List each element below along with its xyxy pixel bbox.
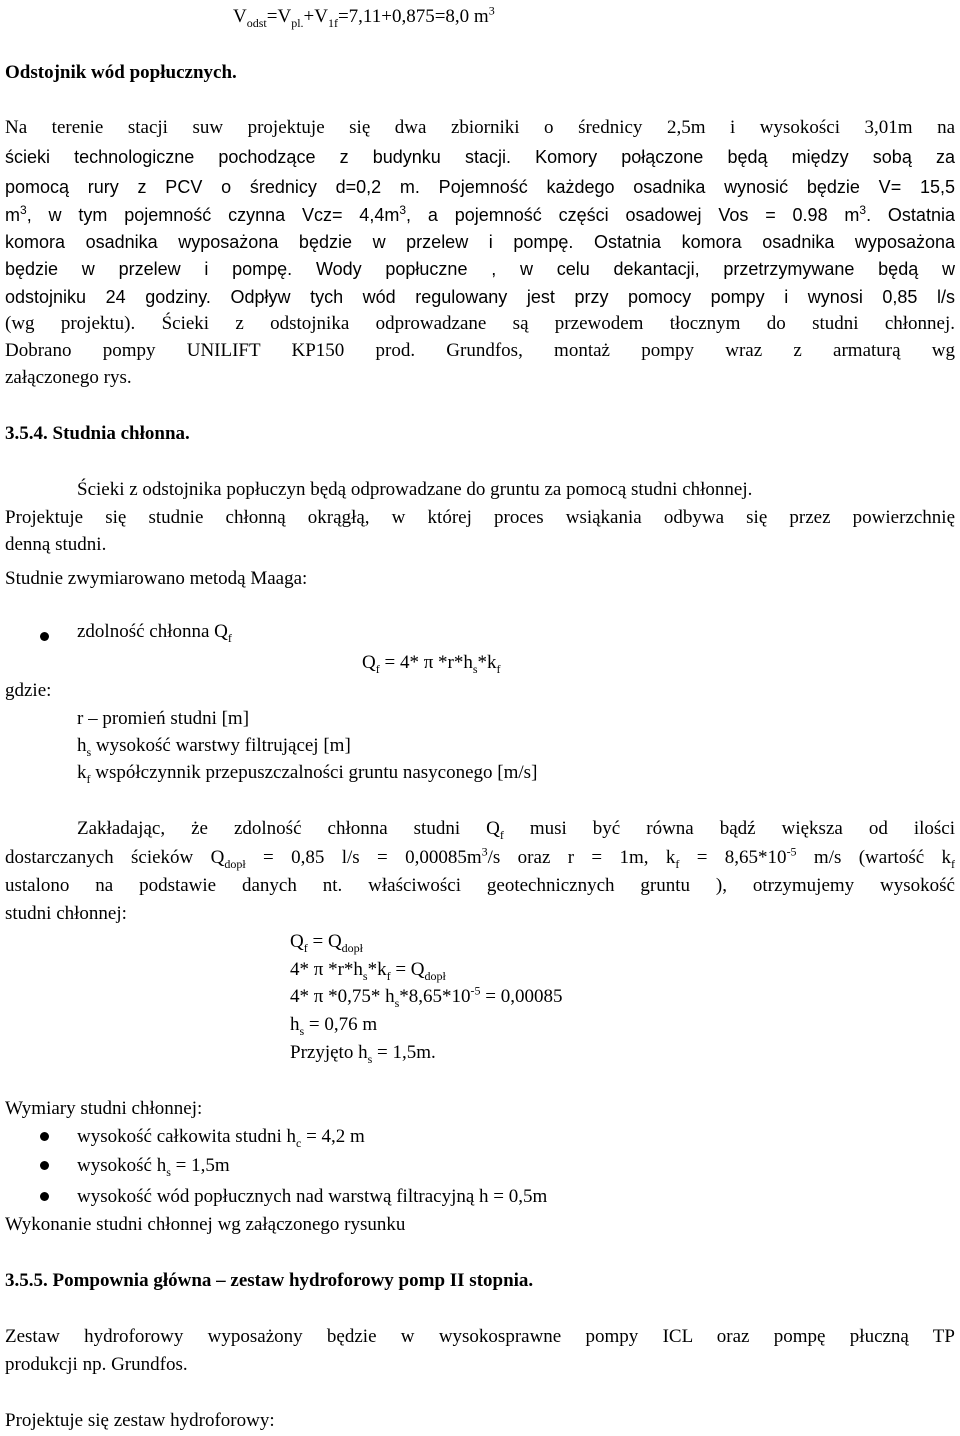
calc-line: $Q_f = Q_{dopł}$: [290, 931, 364, 955]
paragraph-line: dostarczanych ścieków $Q_{dopł} = 0,85$ $l/s = 0,00085m^3/s$ oraz r = 1m, $k_f = 8,65*10^{-5}$ m/s (wartość $k_f$: [5, 844, 955, 871]
paragraph-line: denną studni.: [5, 534, 107, 555]
gdzie-label: gdzie:: [5, 680, 52, 701]
paragraph-line: załączonego rys.: [5, 367, 132, 388]
calc-line: $h_s = 0,76$ m: [290, 1014, 378, 1038]
volume-formula: $V_{odst}=V_{pl.}+V_{1f}=7,11+0,875=8,0$ $m^3$: [233, 3, 495, 30]
paragraph-line: pomocą rury z PCV o średnicy d=0,2 m. Pojemność każdego osadnika wynosić będzie V= 15,5: [5, 177, 955, 197]
paragraph-line: Zestaw hydroforowy wyposażony będzie w wysokosprawne pompy ICL oraz pompę płuczną TP: [5, 1326, 955, 1347]
paragraph-line: Projektuje się studnie chłonną okrągłą, w której proces wsiąkania odbywa się przez powierzchnię: [5, 507, 955, 528]
paragraph-line: Projektuje się zestaw hydroforowy:: [5, 1410, 275, 1431]
paragraph-line: odstojniku 24 godziny. Odpływ tych wód regulowany jest przy pomocy pompy i wynosi 0,85 l/s: [5, 287, 955, 307]
paragraph-line: będzie w przelew i pompę. Wody popłuczne , w celu dekantacji, przetrzymywane będą w: [5, 259, 955, 279]
definition-kf: $k_f$ współczynnik przepuszczalności gruntu nasyconego [m/s]: [77, 762, 538, 786]
paragraph-line: ścieki technologiczne pochodzące z budynku stacji. Komory połączone będą między sobą za: [5, 147, 955, 167]
paragraph-line: Dobrano pompy UNILIFT KP150 prod. Grundfos, montaż pompy wraz z armaturą wg: [5, 340, 955, 361]
bullet-icon: [40, 632, 49, 641]
calc-line: 4* π $*r*h_s*k_f = Q_{dopł}$: [290, 959, 446, 983]
definition-hs: $h_s$ wysokość warstwy filtrującej [m]: [77, 735, 351, 759]
paragraph-line: Zakładając, że zdolność chłonna studni $Q_f$ musi być równa bądź większa od ilości: [77, 818, 955, 842]
paragraph-line: Wykonanie studni chłonnej wg załączonego rysunku: [5, 1214, 406, 1235]
section-heading-354: 3.5.4. Studnia chłonna.: [5, 423, 190, 444]
definition-r: r – promień studni [m]: [77, 708, 250, 729]
bullet-icon: [40, 1132, 49, 1141]
paragraph-line: Ścieki z odstojnika popłuczyn będą odprowadzane do gruntu za pomocą studni chłonnej.: [77, 479, 753, 500]
paragraph-line: produkcji np. Grundfos.: [5, 1354, 188, 1375]
paragraph-line: $m^3$, w tym pojemność czynna $Vcz= 4,4m^3$, a pojemność części osadowej Vos = 0.98 $m^3$. Ostatnia: [5, 203, 955, 225]
paragraph-line: (wg projektu). Ścieki z odstojnika odprowadzane są przewodem tłocznym do studni chłonnej.: [5, 313, 955, 334]
paragraph-line: komora osadnika wyposażona będzie w przelew i pompę. Ostatnia komora osadnika wyposażona: [5, 232, 955, 252]
bullet-item: wysokość $h_s = 1,5m$: [77, 1155, 230, 1179]
formula-qf: $Q_f = 4*$ π $*r*h_s*k_f$: [362, 652, 501, 676]
wymiary-title: Wymiary studni chłonnej:: [5, 1098, 203, 1119]
bullet-item: wysokość całkowita studni $h_c = 4,2$ m: [77, 1126, 365, 1150]
section-heading-355: 3.5.5. Pompownia główna – zestaw hydroforowy pomp II stopnia.: [5, 1270, 534, 1291]
bullet-icon: [40, 1161, 49, 1170]
bullet-item: wysokość wód popłucznych nad warstwą filtracyjną h = 0,5m: [77, 1186, 548, 1207]
bullet-item-qf: zdolność chłonna $Q_f$: [77, 621, 232, 645]
paragraph-line: ustalono na podstawie danych nt. właściwości geotechnicznych gruntu ), otrzymujemy wysokość: [5, 875, 955, 896]
calc-line: 4* π *0,75* $h_s*8,65*10^{-5} = 0,00085$: [290, 983, 563, 1010]
calc-line: Przyjęto $h_s = 1,5m$.: [290, 1042, 436, 1066]
paragraph-line: Studnie zwymiarowano metodą Maaga:: [5, 568, 308, 589]
paragraph-line: Na terenie stacji suw projektuje się dwa zbiorniki o średnicy 2,5m i wysokości 3,01m na: [5, 117, 955, 138]
paragraph-line: studni chłonnej:: [5, 903, 127, 924]
section-heading-odstojnik: Odstojnik wód popłucznych.: [5, 62, 237, 83]
bullet-icon: [40, 1192, 49, 1201]
